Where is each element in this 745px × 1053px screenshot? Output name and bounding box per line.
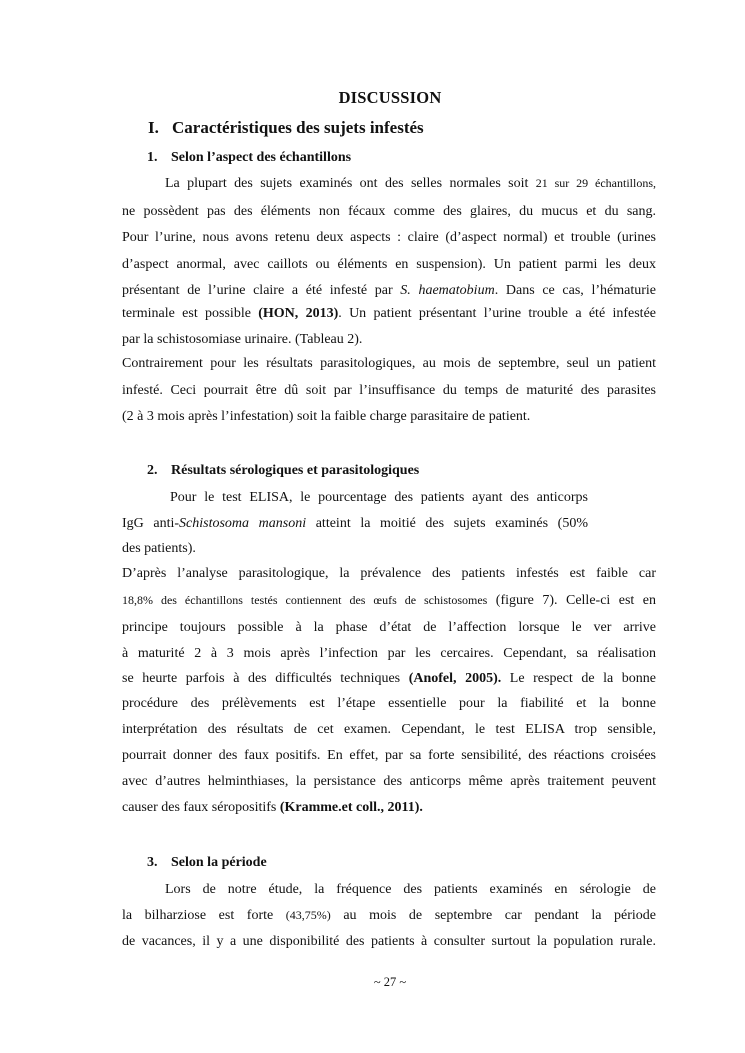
text-line: pourrait donner des faux positifs. En effet, par sa forte sensibilité, des réactions croisées bbox=[122, 748, 656, 763]
text-line: se heurte parfois à des difficultés techniques (Anofel, 2005). Le respect de la bonne bbox=[122, 671, 656, 686]
text-line: Lors de notre étude, la fréquence des patients examinés en sérologie de bbox=[165, 882, 656, 897]
subsection-heading-3 bbox=[147, 855, 267, 871]
subsection-number: 1. bbox=[147, 150, 158, 165]
subsection-label: Selon la période bbox=[171, 855, 267, 870]
subsection-number: 3. bbox=[147, 855, 158, 870]
section-heading-1 bbox=[148, 118, 424, 138]
section-number: I. bbox=[148, 118, 159, 137]
text-line: de vacances, il y a une disponibilité des patients à consulter surtout la population rurale. bbox=[122, 934, 656, 949]
text-line: (2 à 3 mois après l’infestation) soit la faible charge parasitaire de patient. bbox=[122, 409, 531, 424]
page-title: DISCUSSION bbox=[338, 88, 442, 107]
subsection-heading-2 bbox=[147, 463, 419, 479]
text-line: la bilharziose est forte (43,75%) au mois de septembre car pendant la période bbox=[122, 908, 656, 923]
text-line: IgG anti-Schistosoma mansoni atteint la moitié des sujets examinés (50% bbox=[122, 516, 588, 531]
text-line: 18,8% des échantillons testés contiennent des œufs de schistosomes (figure 7). Celle-ci est en bbox=[122, 593, 657, 608]
text-line: La plupart des sujets examinés ont des selles normales soit 21 sur 29 échantillons, bbox=[165, 176, 656, 191]
text-line: infesté. Ceci pourrait être dû soit par l’insuffisance du temps de maturité des parasites bbox=[122, 383, 656, 398]
text-line: principe toujours possible à la phase d’état de l’affection lorsque le ver arrive bbox=[122, 620, 656, 635]
text-line: d’aspect anormal, avec caillots ou éléments en suspension). Un patient parmi les deux bbox=[122, 257, 656, 272]
text-line: des patients). bbox=[122, 541, 196, 556]
text-line: à maturité 2 à 3 mois après l’infection par les cercaires. Cependant, sa réalisation bbox=[122, 646, 656, 661]
section-label: Caractéristiques des sujets infestés bbox=[172, 118, 424, 137]
text-line: avec d’autres helminthiases, la persistance des anticorps même après traitement peuvent bbox=[122, 774, 656, 789]
subsection-number: 2. bbox=[147, 463, 158, 478]
text-line: par la schistosomiase urinaire. (Tableau 2). bbox=[122, 332, 363, 347]
text-line: Contrairement pour les résultats parasitologiques, au mois de septembre, seul un patient bbox=[122, 356, 656, 371]
subsection-label: Selon l’aspect des échantillons bbox=[171, 150, 352, 165]
text-line: ne possèdent pas des éléments non fécaux comme des glaires, du mucus et du sang. bbox=[122, 204, 656, 219]
page-number: ~ 27 ~ bbox=[373, 975, 407, 989]
subsection-label: Résultats sérologiques et parasitologiques bbox=[171, 463, 420, 478]
subsection-heading-1 bbox=[147, 150, 351, 166]
text-line: Pour l’urine, nous avons retenu deux aspects : claire (d’aspect normal) et trouble (urines bbox=[122, 230, 656, 245]
text-line: Pour le test ELISA, le pourcentage des patients ayant des anticorps bbox=[170, 490, 588, 505]
text-line: interprétation des résultats de cet examen. Cependant, le test ELISA trop sensible, bbox=[122, 722, 656, 737]
text-line: causer des faux séropositifs (Kramme.et coll., 2011). bbox=[122, 800, 423, 815]
text-line: D’après l’analyse parasitologique, la prévalence des patients infestés est faible car bbox=[122, 566, 656, 581]
text-line: procédure des prélèvements est l’étape essentielle pour la fiabilité et la bonne bbox=[122, 696, 656, 711]
text-line: présentant de l’urine claire a été infesté par S. haematobium. Dans ce cas, l’hématurie bbox=[122, 283, 656, 298]
text-line: terminale est possible (HON, 2013). Un patient présentant l’urine trouble a été infestée bbox=[122, 306, 656, 321]
